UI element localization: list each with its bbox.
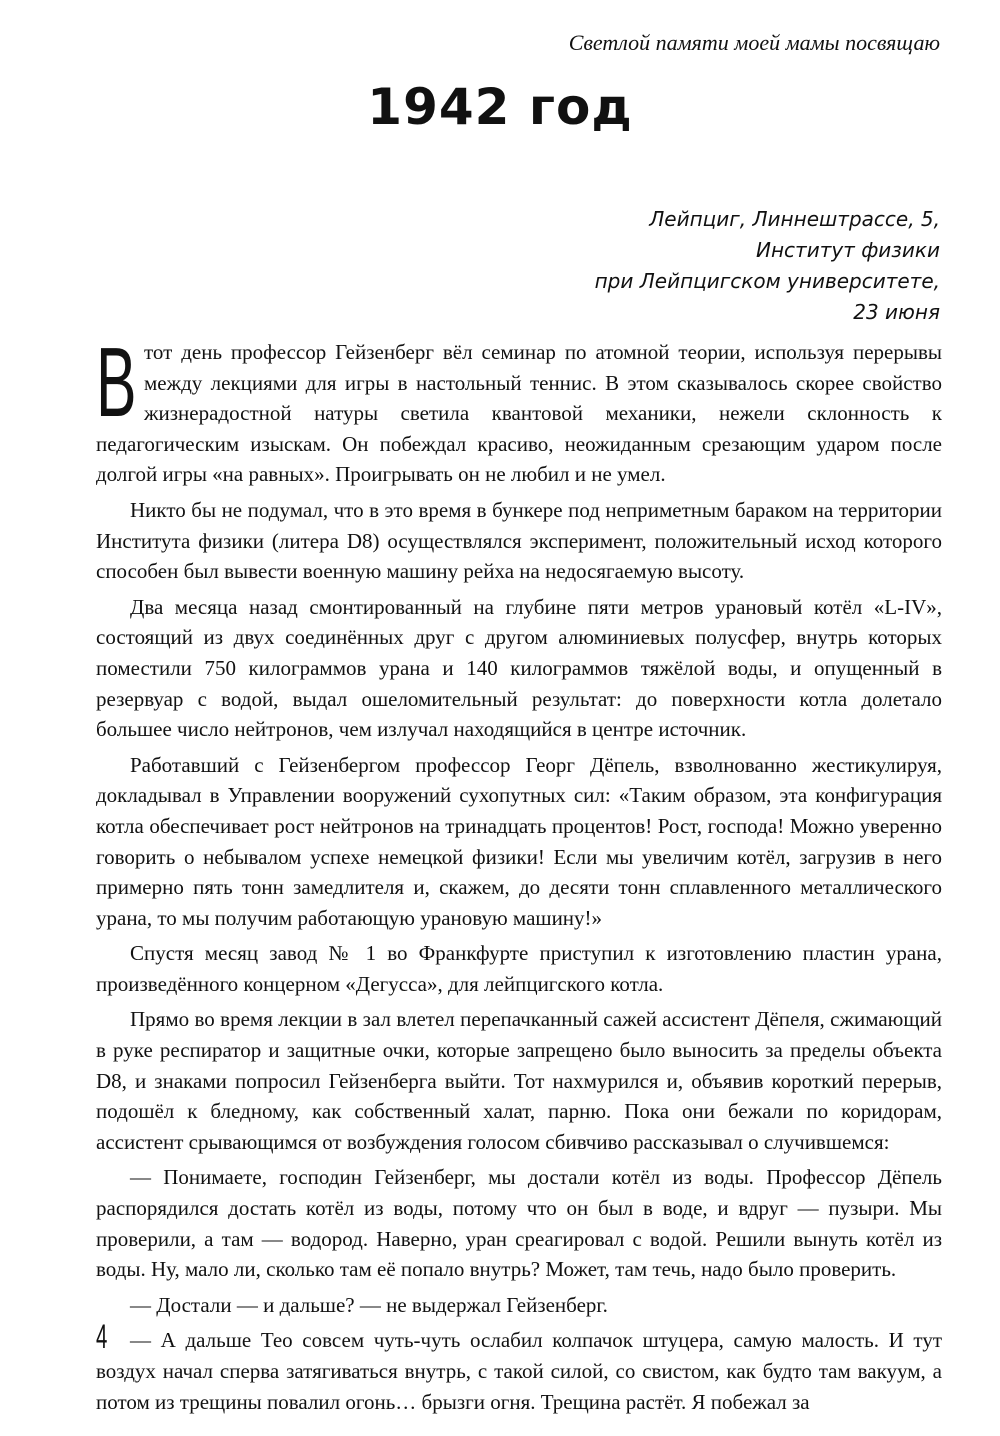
paragraph-5: Спустя месяц завод № 1 во Франкфурте приступил к изготовлению пластин урана, произведённого концерном «Дегусса», для лейпцигского котла. — [96, 941, 942, 996]
chapter-title: 1942 год — [367, 78, 633, 136]
paragraph-3: Два месяца назад смонтированный на глубине пяти метров урановый котёл «L-IV», состоящий из двух соединённых друг с другом алюминиевых полусфер, внутрь которых поместили 750 килограммов урана и 140 килограммов тяжёлой воды, и опущенный в резервуар с водой, выдал ошеломительный результат: до поверхности котла долетало большее число нейтронов, чем излучал находящийся в центре источник. — [96, 594, 942, 742]
page-number: 4 — [96, 1318, 108, 1356]
paragraph-2: Никто бы не подумал, что в это время в бункере под неприметным бараком на территории Института физики (литера D8) осуществлялся эксперимент, положительный исход которого способен был вывести военную машину рейха на недосягаемую высоту. — [96, 497, 942, 584]
paragraph-7: — Понимаете, господин Гейзенберг, мы достали котёл из воды. Профессор Дёпель распорядился достать котёл из воды, потому что он был в воде, и вдруг — пузыри. Мы проверили, а там — водород. Наверно, уран среагировал с водой. Решили вынуть котёл из воды. Ну, мало ли, сколько там её попало внутрь? Может, там течь, надо было проверить. — [96, 1165, 942, 1282]
place-line-3: при Лейпцигском университете, — [594, 269, 940, 293]
place-and-date — [595, 204, 940, 328]
drop-cap: В — [96, 327, 137, 437]
epigraph: Светлой памяти моей мамы посвящаю — [568, 30, 940, 55]
body-text — [96, 327, 942, 1422]
place-line-2: Институт физики — [756, 238, 940, 262]
date-line: 23 июня — [853, 300, 940, 324]
paragraph-1-text: тот день профессор Гейзенберг вёл семинар по атомной теории, используя перерывы между лекциями для игры в настольный теннис. В этом сказывалось скорее свойство жизнерадостной натуры светила квантовой механики, нежели склонность к педагогическим изыскам. Он побеждал красиво, неожиданным срезающим ударом после долгой игры «на равных». Проигрывать он не любил и не умел. — [96, 340, 942, 487]
paragraph-6: Прямо во время лекции в зал влетел перепачканный сажей ассистент Дёпеля, сжимающий в руке респиратор и защитные очки, которые запрещено было выносить за пределы объекта D8, и знаками попросил Гейзенберга выйти. Тот нахмурился и, объявив короткий перерыв, подошёл к бледному, как собственный халат, парню. Пока они бежали по коридорам, ассистент срывающимся от возбуждения голосом сбивчиво рассказывал о случившемся: — [96, 1007, 942, 1154]
place-line-1: Лейпциг, Линнештрассе, 5, — [649, 207, 940, 231]
paragraph-8: — Достали — и дальше? — не выдержал Гейзенберг. — [130, 1292, 608, 1317]
paragraph-1 — [96, 327, 942, 490]
paragraph-4: Работавший с Гейзенбергом профессор Георг Дёпель, взволнованно жестикулируя, докладывал в Управлении вооружений сухопутных сил: «Таким образом, эта конфигурация котла обеспечивает рост нейтронов на тринадцать процентов! Рост, господа! Можно уверенно говорить о небывалом успехе немецкой физики! Если мы увеличим котёл, загрузив в него примерно пять тонн замедлителя и, скажем, до десяти тонн сплавленного металлического урана, то мы получим работающую урановую машину!» — [96, 752, 942, 930]
paragraph-9: — А дальше Тео совсем чуть-чуть ослабил колпачок штуцера, самую малость. И тут воздух начал сперва затягиваться внутрь, с такой силой, со свистом, как будто там вакуум, а потом из трещины повалил огонь… брызги огня. Трещина растёт. Я побежал за — [96, 1328, 942, 1414]
